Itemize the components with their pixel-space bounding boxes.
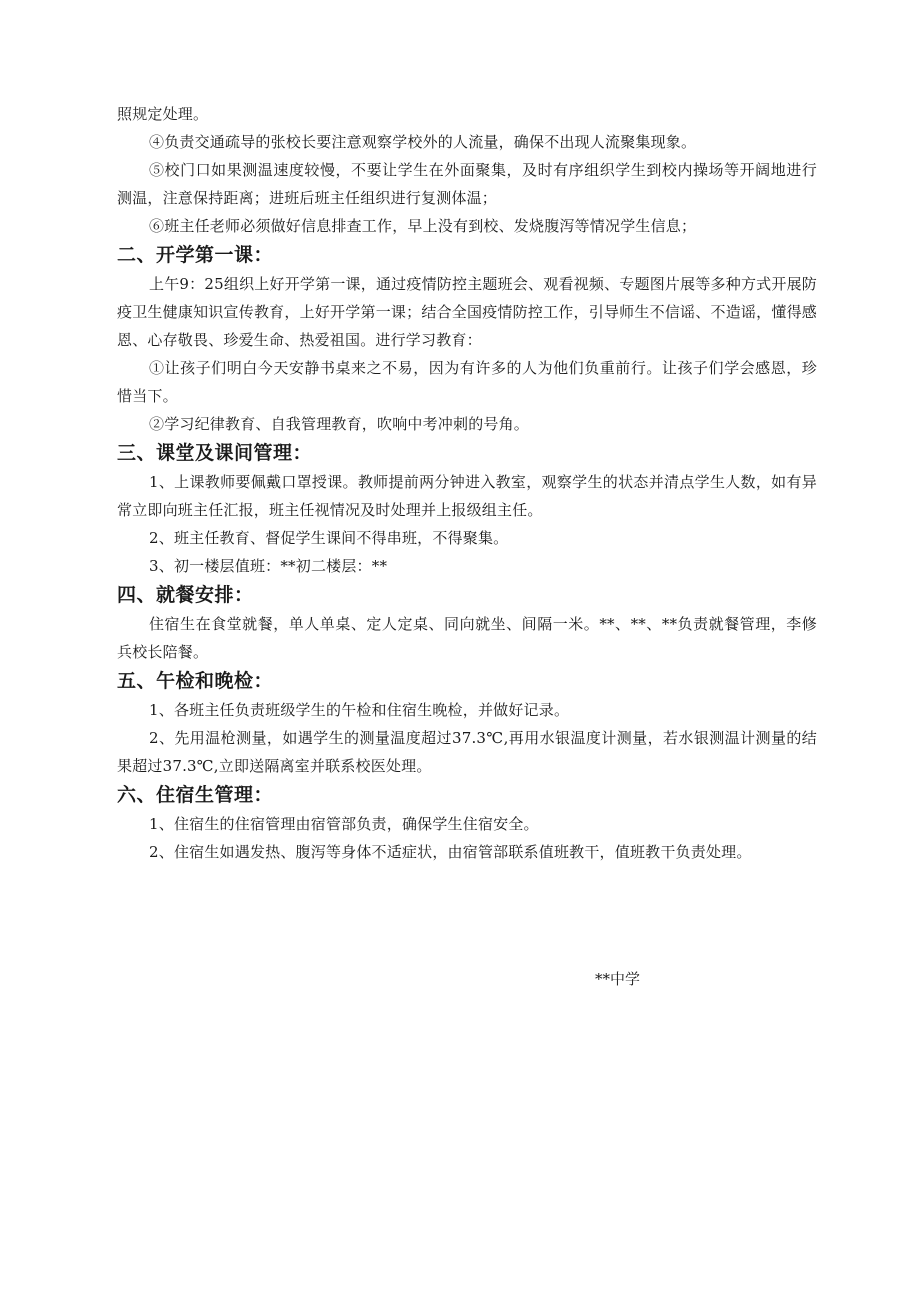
section-heading-first-class: 二、开学第一课： (117, 244, 274, 266)
signature-school-name: **中学 (595, 970, 641, 988)
dining-paragraph-1: 住宿生在食堂就餐，单人单桌、定人定桌、同向就坐、间隔一米。**、**、**负责就餐管理，李修兵校长陪餐。 (117, 615, 817, 661)
first-class-paragraph-1: 上午9：25组织上好开学第一课，通过疫情防控主题班会、观看视频、专题图片展等多种方式开展防疫卫生健康知识宣传教育，上好开学第一课；结合全国疫情防控工作，引导师生不信谣、不造谣，懂得感恩、心存敬畏、珍爱生命、热爱祖国。进行学习教育： (117, 275, 817, 349)
intro-paragraph-4: ⑥班主任老师必须做好信息排查工作，早上没有到校、发烧腹泻等情况学生信息； (149, 217, 697, 235)
intro-paragraph-2: ④负责交通疏导的张校长要注意观察学校外的人流量，确保不出现人流聚集现象。 (149, 133, 697, 151)
section-heading-classroom: 三、课堂及课间管理： (117, 442, 313, 464)
boarding-paragraph-2: 2、住宿生如遇发热、腹泻等身体不适症状，由宿管部联系值班教干，值班教干负责处理。 (149, 843, 752, 861)
section-heading-boarding: 六、住宿生管理： (117, 784, 274, 806)
section-heading-dining: 四、就餐安排： (117, 584, 254, 606)
boarding-paragraph-1: 1、住宿生的住宿管理由宿管部负责，确保学生住宿安全。 (149, 815, 539, 833)
checks-paragraph-2: 2、先用温枪测量，如遇学生的测量温度超过37.3℃,再用水银温度计测量，若水银测温计测量的结果超过37.3℃,立即送隔离室并联系校医处理。 (117, 729, 817, 775)
document-body (117, 100, 817, 866)
classroom-paragraph-2: 2、班主任教育、督促学生课间不得串班，不得聚集。 (149, 529, 509, 547)
intro-paragraph-1: 照规定处理。 (117, 105, 209, 123)
classroom-paragraph-1: 1、上课教师要佩戴口罩授课。教师提前两分钟进入教室，观察学生的状态并清点学生人数，如有异常立即向班主任汇报，班主任视情况及时处理并上报级组主任。 (117, 473, 817, 519)
section-heading-checks: 五、午检和晚检： (117, 670, 274, 692)
first-class-paragraph-3: ②学习纪律教育、自我管理教育，吹响中考冲刺的号角。 (149, 415, 530, 433)
checks-paragraph-1: 1、各班主任负责班级学生的午检和住宿生晚检，并做好记录。 (149, 701, 570, 719)
intro-paragraph-3: ⑤校门口如果测温速度较慢，不要让学生在外面聚集，及时有序组织学生到校内操场等开阔地进行测温，注意保持距离；进班后班主任组织进行复测体温； (117, 161, 817, 207)
first-class-paragraph-2: ①让孩子们明白今天安静书桌来之不易，因为有许多的人为他们负重前行。让孩子们学会感恩，珍惜当下。 (117, 359, 817, 405)
classroom-paragraph-3: 3、初一楼层值班：**初二楼层：** (149, 557, 388, 575)
